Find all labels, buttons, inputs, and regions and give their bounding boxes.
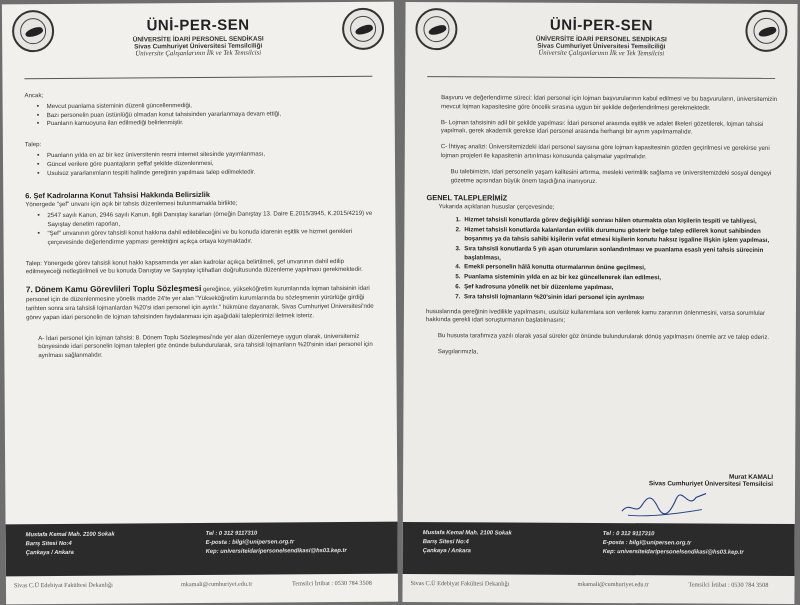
org-name: ÜNİ-PER-SEN xyxy=(146,16,250,35)
list-item: • Puanların yılda en az bir kez üniversitenin resmi internet sitesinde yayımlanması, xyxy=(37,150,375,161)
header-divider xyxy=(427,76,775,79)
footer-address-3: Çankaya / Ankara xyxy=(422,548,471,555)
letterhead xyxy=(405,2,797,82)
general-intro: Yukarıda açıklanan hususlar çerçevesinde; xyxy=(438,203,555,212)
footer-email: E-posta : bilgi@unipersen.org.tr xyxy=(205,539,295,546)
org-motto: Üniversite Çalışanlarının İlk ve Tek Temsilcisi xyxy=(538,49,665,58)
list-item: • Bazı personelin puan üstünlüğü olmadan konut tahsisinden yararlanmaya devam ettiği, xyxy=(37,109,375,120)
section7-text: gereğince, yükseköğretim kurumlarında lojman tahsisinin idari personel için de düzenlenmesine yönelik madde 24'te yer alan "Yükseköğretim kurumlarında bu sözleşmenin yürürlüğe girdiği tarihten sonra sıra tahsisli lojmanlardan %20'si idari personel için ayrılır." hükmüne dayanarak, Sivas Cumhuriyet Üniversitesi'nde görev yapan idari personelin de lojman tahsisinden faydalanması için aşağıdaki taleplerimizi iletmek isteriz. xyxy=(25,284,374,321)
handwritten-signature-icon xyxy=(618,487,713,519)
document-page-right xyxy=(402,2,797,604)
signer-name: Murat KAMALI xyxy=(729,473,774,481)
strip-phone: Temsilci İrtibat : 0530 784 3508 xyxy=(688,581,769,589)
section7-paragraph xyxy=(26,282,376,323)
org-name: ÜNİ-PER-SEN xyxy=(549,16,653,35)
footer-email: E-posta : bilgi@unipersen.org.tr xyxy=(602,540,692,547)
ancak-label: Ancak; xyxy=(24,92,44,100)
list-item: • Usulsüz yararlanımların tespiti halinde gereğinin yapılması talep edilmektedir. xyxy=(37,168,375,179)
document-page-left xyxy=(2,2,398,605)
list-item: 5. Puanlama sisteminin yılda en az bir kez güncellenerek ilan edilmesi, xyxy=(462,273,776,283)
strip-faculty: Sivas C.Ü Edebiyat Fakültesi Dekanlığı xyxy=(410,580,510,588)
strip-email: mkamali@cumhuriyet.edu.tr xyxy=(577,580,649,589)
letterhead xyxy=(2,2,395,83)
union-seal-icon xyxy=(12,10,54,52)
org-union: ÜNİVERSİTE İDARİ PERSONEL SENDİKASI xyxy=(535,35,667,44)
footer-bar xyxy=(403,522,795,576)
strip-faculty: Sivas C.Ü Edebiyat Fakültesi Dekanlığı xyxy=(13,581,113,590)
signature-block xyxy=(553,473,773,488)
section7-title: 7. Dönem Kamu Görevlileri Toplu Sözleşmesi xyxy=(25,284,202,295)
union-seal-icon xyxy=(415,8,457,50)
footer-address-3: Çankaya / Ankara xyxy=(25,549,74,557)
closing-paragraph: Bu talebimizin, idari personelin yaşam kalitesini artırma, mesleki verimlilik sağlama ve üniversitemizdeki sosyal dengeyi gözetme açısından büyük önem taşıdığına inanıyoruz. xyxy=(450,168,772,185)
talep-label: Talep: xyxy=(24,141,42,149)
footer-kep: Kep: universiteidaripersonelsendikasi@hs03.kep.tr xyxy=(205,547,347,555)
item-c: C- İhtiyaç analizi: Üniversitemizdeki idari personel sayısına göre lojman kapasitesinin gözden geçirilmesi ve gerekirse yeni lojman projeleri ile kapasitenin artırılması konusunda çalışmalar yapılmalıdır. xyxy=(440,143,770,161)
general-title: GENEL TALEPLERİMİZ xyxy=(426,192,508,203)
list-item: • 2547 sayılı Kanun, 2946 sayılı Kanun, ilgili Danıştay kararları (örneğin Danıştay 13. Daire E.2015/3945, K.2015/4219) ve Sayıştay denetim raporları, xyxy=(37,210,375,230)
list-item: 4. Emekli personelin hâlâ konutta oturmalarının önüne geçilmesi, xyxy=(462,264,776,274)
general-list xyxy=(462,216,776,303)
org-motto: Üniversite Çalışanlarının İlk ve Tek Temsilcisi xyxy=(135,49,262,58)
footer-bar xyxy=(6,522,398,577)
list-item: • Güncel verilere göre puantajların şeffaf şekilde düzenlenmesi, xyxy=(37,159,375,170)
application-process: Başvuru ve değerlendirme süreci: İdari personel için lojman başvurularının kabul edilmesi ve bu başvuruların, üniversitemizin mevcut lojman kapasitesine göre öncelik sırasına uygun bir şekilde değerlendirilmesi gerekmektedir. xyxy=(441,94,778,112)
list-item: 3. Sıra tahsisli konutlarda 5 yılı aşan oturumların sonlandırılması ve puanlama esaslı yeni tahsis sürecinin başlatılması, xyxy=(462,245,776,264)
header-divider xyxy=(24,76,372,79)
strip-phone: Temsilci İrtibat : 0530 784 3508 xyxy=(291,579,372,588)
talep-list xyxy=(37,150,375,179)
salutation: Saygılarımızla, xyxy=(437,348,479,356)
org-branch: Sivas Cumhuriyet Üniversitesi Temsilciliği xyxy=(134,42,263,51)
section6-intro: Yönergede "şef" unvanı için açık bir tahsis düzenlemesi bulunmamakla birlikte; xyxy=(25,200,238,209)
list-item: 7. Sıra tahsisli lojmanların %20'sinin idari personel için ayrılması xyxy=(462,293,776,303)
final-request: Bu hususta tarafımıza yazılı olarak yasal süreler göz önünde bulundurularak dönüş yapılmasını önemle arz ve talep ederiz. xyxy=(437,332,770,342)
footer-tel: Tel : 0 312 9117310 xyxy=(205,530,258,537)
footer-address-2: Barış Sitesi No:4 xyxy=(25,540,72,548)
footer-address-2: Barış Sitesi No:4 xyxy=(422,539,469,546)
university-seal-icon xyxy=(745,10,787,52)
section6-title: 6. Şef Kadrolarına Konut Tahsisi Hakkında Belirsizlik xyxy=(25,189,210,200)
footer-tel: Tel : 0 312 9117310 xyxy=(602,531,655,538)
org-union: ÜNİVERSİTE İDARİ PERSONEL SENDİKASI xyxy=(132,35,264,44)
footer-address-1: Mustafa Kemal Mah. 2100 Sokak xyxy=(422,530,512,537)
ancak-list xyxy=(37,101,375,130)
bottom-strip xyxy=(6,579,398,590)
item-b: B- Lojman tahsisinin adil bir şekilde yapılması: İdari personel arasında eşitlik ve adalet ilkeleri gözetilerek, lojman tahsisi yapılmalı, gerek akademik gerekse idari personel arasında herhangi bir ayrım yapılmamalıdır. xyxy=(440,118,764,136)
footer-kep: Kep: universiteidaripersonelsendikasi@hs03.kep.tr xyxy=(602,548,744,556)
right-body xyxy=(426,94,777,359)
bottom-strip xyxy=(403,580,795,589)
list-item: • Mevcut puanlama sisteminin düzenli güncellenmediği, xyxy=(37,101,375,112)
left-body xyxy=(25,90,377,361)
list-item: 2. Hizmet tahsisli konutlarda kalanlardan evlilik durumunu gösterir belge talep edilerek konut sahibinden boşanmış ya da tahsis sahibi kişilerin vefat etmesi kişilerin konutu haksız işgaline ilişkin işlem yapılması, xyxy=(462,226,776,245)
aftermath-paragraph: hususlarında gereğinin ivedilikle yapılmasını, usulsüz kullanımlara son verilerek kamu zararının önlenmesini, varsa sorumlular hakkında gerekli idari soruşturmanın başlatılmasını; xyxy=(425,307,766,325)
section6-list xyxy=(37,210,375,248)
footer-address-1: Mustafa Kemal Mah. 2100 Sokak xyxy=(25,531,115,539)
list-item: 6. Şef kadrosuna yönelik net bir düzenleme yapılması, xyxy=(462,283,776,293)
section6-talep: Talep: Yönergede görev tahsisli konut hakkı kapsamında yer alan kadrolar açıkça belirtilmeli, şef unvanının dahil edilip edilmeyeceği netleştirilmeli ve bu konuda Danıştay ve Sayıştay içtihatları doğrultusunda düzenleme yapılması gerekmektedir. xyxy=(25,257,363,276)
list-item: 1. Hizmet tahsisli konutlarda görev değişikliği sonrası hâlen oturmakta olan kişilerin tespiti ve tahliyesi, xyxy=(462,216,776,226)
item-a: A- İdari personel için lojman tahsisi: 8. Dönem Toplu Sözleşmesi'nde yer alan düzenlemeye uygun olarak, üniversitemiz bünyesinde idari personelin lojman talepleri göz önünde bulundurularak, sıra tahsisli lojmanların %20'sinin idari personel için ayrılması sağlanmalıdır. xyxy=(38,332,373,360)
list-item: • Puanların kamuoyuna ilan edilmediği belirlenmiştir. xyxy=(37,118,375,129)
org-branch: Sivas Cumhuriyet Üniversitesi Temsilciliği xyxy=(537,42,666,51)
list-item: • "Şef" unvanının görev tahsisli konut hakkına dahil edilebileceğini ve bu konuda idarenin eşitlik ve hizmet gerekleri çerçevesinde değerlendirme yapması gerektiğini açıkça ortaya koymaktadır. xyxy=(37,228,375,248)
strip-email: mkamali@cumhuriyet.edu.tr xyxy=(180,580,253,589)
university-seal-icon xyxy=(342,8,384,50)
signer-title: Sivas Cumhuriyet Üniversitesi Temsilcisi xyxy=(648,480,774,488)
